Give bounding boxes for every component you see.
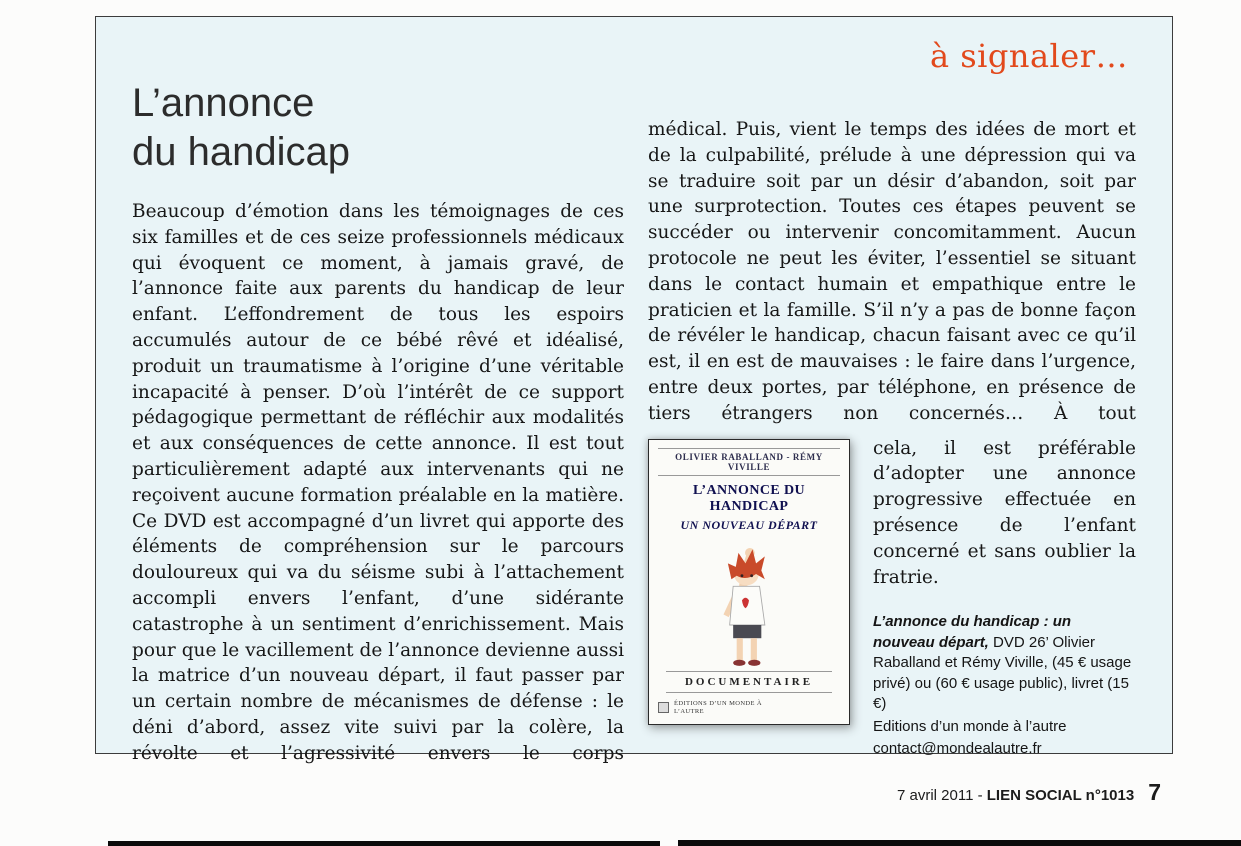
right-sub-column <box>860 436 1136 760</box>
title-line-1: L’annonce <box>132 81 315 125</box>
article-frame <box>95 16 1173 764</box>
right-column-text: médical. Puis, vient le temps des idées de mort et de la culpabilité, prélude à une dépression qui va se traduire soit par un désir d’abandon, soit par une surprotection. Toutes ces étapes peuvent se succéder ou intervenir concomitamment. Aucun protocole ne peut les éviter, l’essentiel se situant dans le contact humain et empathique entre le praticien et la famille. S’il n’y a pas de bonne façon de révéler le handicap, chacun faisant avec ce qu’il est, il en est de mauvaises : le faire dans l’urgence, entre deux portes, par téléphone, en présence de tiers étrangers non concernés… À tout <box>648 119 1136 424</box>
section-label: à signaler… <box>929 37 1128 75</box>
media-row <box>648 436 1136 760</box>
caption-title: L’annonce du handicap : un nouveau départ, <box>873 613 1072 651</box>
dvd-caption <box>873 612 1136 760</box>
article-title <box>132 79 350 177</box>
right-column <box>648 117 1136 760</box>
footer-page-number: 7 <box>1148 779 1161 805</box>
dvd-cover-illustration <box>690 537 808 669</box>
caption-publisher: Editions d’un monde à l’autre <box>873 717 1067 735</box>
title-line-2: du handicap <box>132 130 350 174</box>
wrapped-text: cela, il est préférable d’adopter une annonce progressive effectuée en présence de l’enfant concerné et sans oublier la fratrie. <box>873 437 1136 588</box>
dvd-cover <box>648 436 860 760</box>
caption-main <box>873 612 1136 715</box>
scan-artifact <box>678 840 1241 846</box>
scan-artifact <box>108 841 660 846</box>
dvd-publisher-text: ÉDITIONS D’UN MONDE À L’AUTRE <box>674 699 763 715</box>
footer-issue-label: LIEN SOCIAL n°1013 <box>986 787 1135 804</box>
dvd-genre-label: DOCUMENTAIRE <box>666 671 832 693</box>
dvd-subtitle: UN NOUVEAU DÉPART <box>680 517 818 532</box>
publisher-logo-icon <box>658 702 669 713</box>
left-column-text: Beaucoup d’émotion dans les témoignages de ces six familles et de ces seize professionnels médicaux qui évoquent ce moment, à jamais gravé, de l’annonce faite aux parents du handicap de leur enfant. L’effondrement de tous les espoirs accumulés autour de ce bébé rêvé et idéalisé, produit un traumatisme à l’origine d’une véritable incapacité à penser. D’où l’intérêt de ce support pédagogique permettant de réfléchir aux modalités et aux conséquences de cette annonce. Il est tout particulièrement adapté aux intervenants qui ne reçoivent aucune formation préalable en la matière. Ce DVD est accompagné d’un livret qui apporte des éléments de compréhension sur le parcours douloureux qui va du séisme subi à l’attachement accompli envers l’enfant, d’une sidérante catastrophe à un sentiment d’enrichissement. Mais pour que le vacillement de l’annonce devienne aussi la matrice d’un nouveau départ, il faut passer par un certain nombre de mécanismes de défense : le déni d’abord, assez vite suivi par la colère, la révolte et l’agressivité envers le corps <box>132 201 624 764</box>
footer-date: 7 avril 2011 - <box>896 787 983 804</box>
caption-email: contact@mondealautre.fr <box>873 740 1042 758</box>
dvd-cover-inner <box>648 439 850 725</box>
footer-text <box>897 787 1134 804</box>
caption-details: DVD 26’ Olivier Raballand et Rémy Viville, (45 € usage privé) ou (60 € usage public), livret (15 €) <box>873 633 1132 713</box>
dvd-authors: OLIVIER RABALLAND - RÉMY VIVILLE <box>658 448 840 476</box>
dvd-title: L’ANNONCE DU HANDICAP <box>692 482 805 514</box>
dvd-publisher-logo <box>658 700 840 716</box>
footer <box>897 779 1161 806</box>
